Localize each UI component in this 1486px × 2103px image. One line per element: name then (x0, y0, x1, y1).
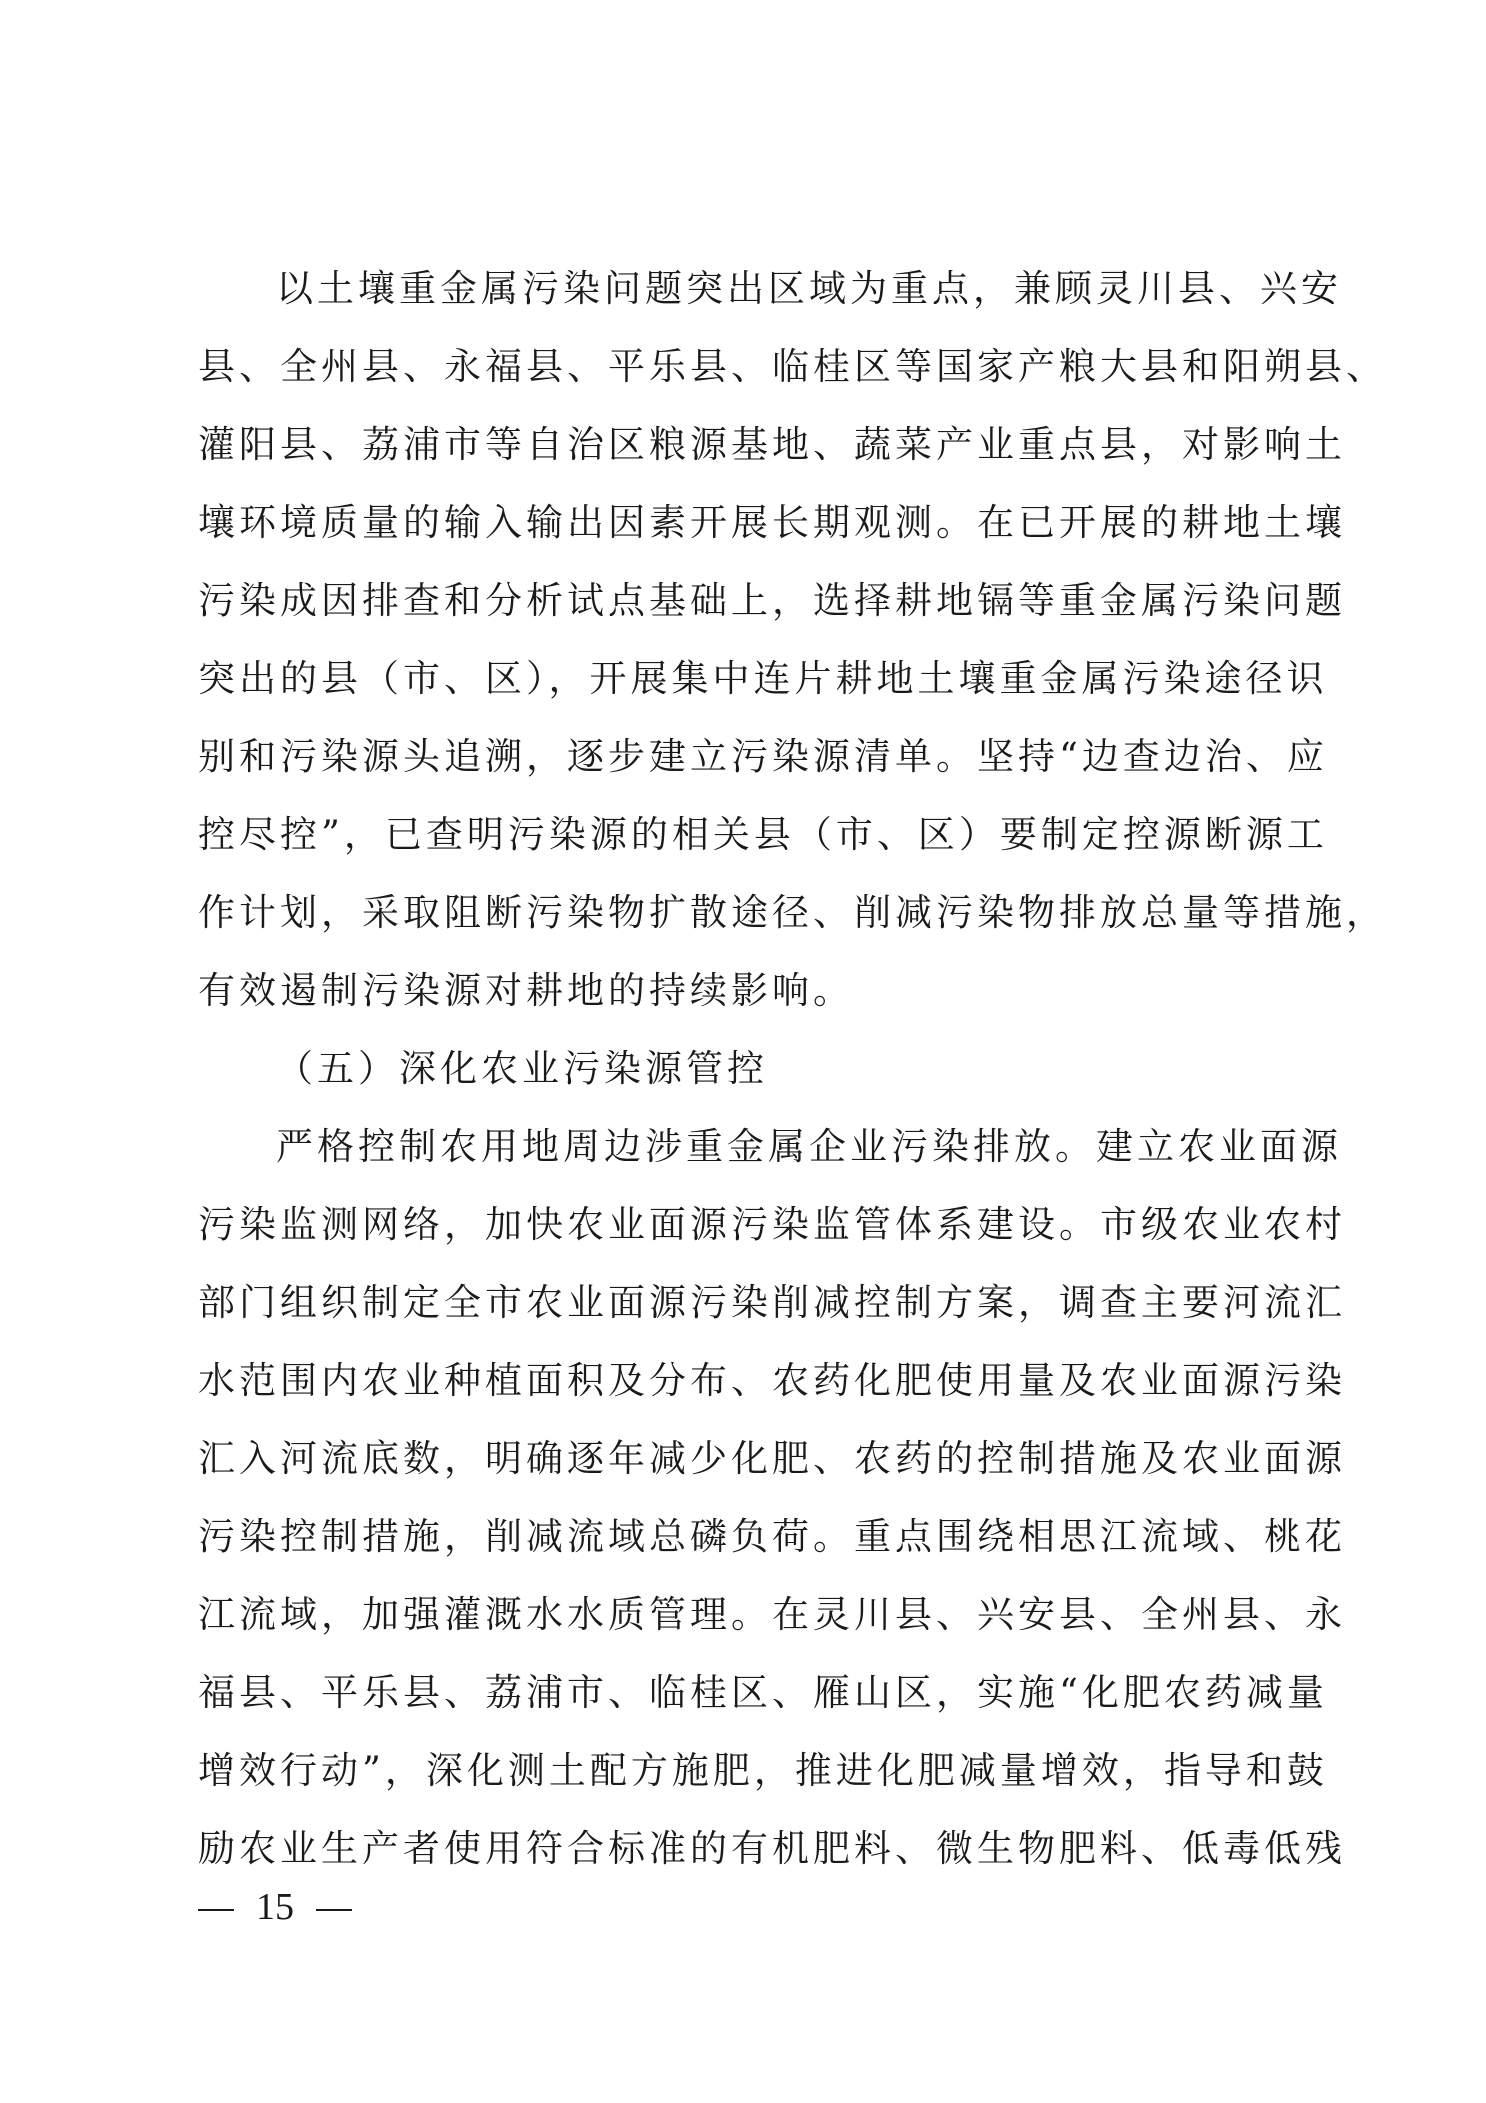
paragraph-line: 增效行动”，深化测土配方施肥，推进化肥减量增效，指导和鼓 (198, 1749, 1328, 1792)
page-footer (198, 1882, 352, 1932)
paragraph-line: 严格控制农用地周边涉重金属企业污染排放。建立农业面源 (276, 1125, 1342, 1168)
page-number: 15 (256, 1886, 294, 1928)
paragraph-line: 部门组织制定全市农业面源污染削减控制方案，调查主要河流汇 (198, 1281, 1346, 1324)
paragraph-line: 以土壤重金属污染问题突出区域为重点，兼顾灵川县、兴安 (276, 267, 1342, 310)
paragraph-line: 别和污染源头追溯，逐步建立污染源清单。坚持“边查边治、应 (198, 735, 1328, 778)
document-body (198, 250, 1387, 1888)
paragraph-line: 灌阳县、荔浦市等自治区粮源基地、蔬菜产业重点县，对影响土 (198, 423, 1346, 466)
footer-dash-right (316, 1909, 352, 1911)
paragraph-line: 江流域，加强灌溉水水质管理。在灵川县、兴安县、全州县、永 (198, 1593, 1346, 1636)
paragraph-line: 突出的县（市、区），开展集中连片耕地土壤重金属污染途径识 (198, 657, 1328, 700)
section-heading: （五）深化农业污染源管控 (276, 1047, 768, 1090)
paragraph-line: 励农业生产者使用符合标准的有机肥料、微生物肥料、低毒低残 (198, 1827, 1346, 1870)
paragraph-line: 福县、平乐县、荔浦市、临桂区、雁山区，实施“化肥农药减量 (198, 1671, 1328, 1714)
paragraph-line: 作计划，采取阻断污染物扩散途径、削减污染物排放总量等措施， (198, 891, 1387, 934)
paragraph-line: 县、全州县、永福县、平乐县、临桂区等国家产粮大县和阳朔县、 (198, 345, 1387, 388)
paragraph-line: 水范围内农业种植面积及分布、农药化肥使用量及农业面源污染 (198, 1359, 1346, 1402)
paragraph-line: 污染成因排查和分析试点基础上，选择耕地镉等重金属污染问题 (198, 579, 1346, 622)
paragraph-line: 污染控制措施，削减流域总磷负荷。重点围绕相思江流域、桃花 (198, 1515, 1346, 1558)
paragraph-line: 汇入河流底数，明确逐年减少化肥、农药的控制措施及农业面源 (198, 1437, 1346, 1480)
paragraph-line: 有效遏制污染源对耕地的持续影响。 (198, 969, 854, 1012)
footer-dash-left (198, 1909, 234, 1911)
paragraph-line: 控尽控”，已查明污染源的相关县（市、区）要制定控源断源工 (198, 813, 1328, 856)
paragraph-line: 污染监测网络，加快农业面源污染监管体系建设。市级农业农村 (198, 1203, 1346, 1246)
paragraph-line: 壤环境质量的输入输出因素开展长期观测。在已开展的耕地土壤 (198, 501, 1346, 544)
